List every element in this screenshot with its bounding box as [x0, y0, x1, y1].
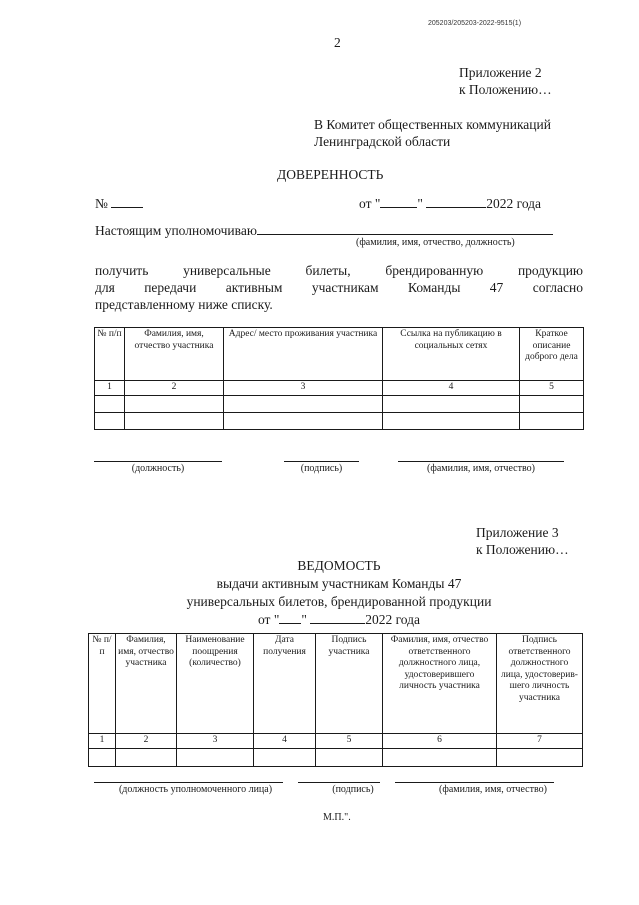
poa-date-row	[359, 194, 541, 212]
recipients-table	[94, 327, 584, 430]
table-cell[interactable]	[254, 748, 316, 766]
statement-date-year: 2022 года	[365, 612, 421, 627]
statement-date-from: от "	[257, 612, 280, 627]
statement-header-cell: Фамилия, имя, отчество ответственного должностного лица, удостоверившего личность участника	[383, 634, 497, 734]
statement-number-cell: 2	[116, 734, 177, 749]
appendix2-line2: к Положению…	[459, 82, 552, 97]
recipients-header-cell: Адрес/ место проживания участника	[224, 328, 383, 381]
statement-number-cell: 3	[177, 734, 254, 749]
signature1-signature-line	[284, 461, 359, 462]
table-cell[interactable]	[224, 412, 383, 429]
table-cell[interactable]	[125, 412, 224, 429]
appendix3-line1: Приложение 3	[476, 525, 559, 540]
recipients-number-cell: 3	[224, 381, 383, 396]
statement-subtitle1: выдачи активным участникам Команды 47	[216, 576, 462, 591]
recipients-header-cell: Ссылка на публикацию в социальных сетях	[383, 328, 520, 381]
statement-date-month-blank	[310, 610, 365, 624]
signature1-position-label: (должность)	[131, 463, 185, 474]
appendix2-line1: Приложение 2	[459, 65, 542, 80]
statement-number-cell: 7	[497, 734, 583, 749]
recipients-number-cell: 4	[383, 381, 520, 396]
statement-number-cell: 5	[316, 734, 383, 749]
recipients-number-cell: 2	[125, 381, 224, 396]
recipients-table-row	[95, 395, 584, 412]
table-cell[interactable]	[177, 748, 254, 766]
statement-date-row	[94, 610, 584, 628]
page-number: 2	[334, 35, 341, 50]
poa-date-mid: "	[417, 196, 423, 211]
recipients-header-cell: Фамилия, имя, отчество участника	[125, 328, 224, 381]
poa-number-row	[95, 194, 143, 212]
recipients-header-cell: Краткое описание доброго дела	[520, 328, 584, 381]
table-cell[interactable]	[497, 748, 583, 766]
statement-header-cell: Подпись ответственного должностного лица, удостоверив-шего личность участника	[497, 634, 583, 734]
statement-header-cell: № п/п	[89, 634, 116, 734]
poa-authorize-hint: (фамилия, имя, отчество, должность)	[356, 237, 515, 248]
poa-authorize-text: Настоящим уполномочиваю	[95, 223, 257, 238]
poa-number-blank	[111, 194, 143, 208]
recipients-table-number-row	[95, 381, 584, 396]
statement-table	[88, 633, 583, 767]
signature1-signature-label: (подпись)	[300, 463, 343, 474]
document-number: 205203/205203-2022-9515(1)	[428, 20, 522, 27]
signature2-signature-line	[298, 782, 380, 783]
poa-date-year: 2022 года	[486, 196, 542, 211]
poa-date-day-blank	[380, 194, 417, 208]
table-cell[interactable]	[125, 395, 224, 412]
table-cell[interactable]	[95, 412, 125, 429]
table-cell[interactable]	[316, 748, 383, 766]
recipients-number-cell: 5	[520, 381, 584, 396]
signature2-signature-label: (подпись)	[332, 784, 374, 795]
statement-number-cell: 1	[89, 734, 116, 749]
signature2-position-line	[94, 782, 283, 783]
signature2-name-line	[395, 782, 554, 783]
statement-date-mid: "	[301, 612, 307, 627]
poa-date-from: от "	[359, 196, 381, 211]
recipients-table-row	[95, 412, 584, 429]
addressee-line2: Ленинградской области	[314, 134, 451, 149]
stamp-placeholder: М.П.".	[323, 812, 351, 823]
table-cell[interactable]	[520, 412, 584, 429]
signature1-name-label: (фамилия, имя, отчество)	[427, 463, 535, 474]
table-cell[interactable]	[116, 748, 177, 766]
statement-table-number-row	[89, 734, 583, 749]
signature2-name-label: (фамилия, имя, отчество)	[439, 784, 547, 795]
poa-number-label: №	[95, 196, 108, 211]
recipients-header-cell: № п/п	[95, 328, 125, 381]
appendix3-line2: к Положению…	[476, 542, 569, 557]
table-cell[interactable]	[383, 748, 497, 766]
statement-table-header-row	[89, 634, 583, 734]
addressee-line1: В Комитет общественных коммуникаций	[314, 117, 551, 132]
table-cell[interactable]	[224, 395, 383, 412]
table-cell[interactable]	[89, 748, 116, 766]
statement-title: ВЕДОМОСТЬ	[297, 558, 381, 573]
recipients-number-cell: 1	[95, 381, 125, 396]
recipients-table-header-row	[95, 328, 584, 381]
poa-body-line3: представленному ниже списку.	[95, 297, 273, 312]
poa-title: ДОВЕРЕННОСТЬ	[277, 167, 384, 182]
statement-date-day-blank	[279, 610, 301, 624]
signature2-position-label: (должность уполномоченного лица)	[118, 784, 273, 795]
signature1-name-line	[398, 461, 564, 462]
table-cell[interactable]	[520, 395, 584, 412]
poa-date-month-blank	[426, 194, 486, 208]
poa-authorize-blank	[257, 221, 553, 235]
statement-header-cell: Подпись участника	[316, 634, 383, 734]
table-cell[interactable]	[95, 395, 125, 412]
statement-header-cell: Фамилия, имя, отчество участника	[116, 634, 177, 734]
poa-body-line2: для передачи активным участникам Команды 47 согласно	[95, 280, 583, 295]
statement-subtitle2: универсальных билетов, брендированной продукции	[186, 594, 492, 609]
table-cell[interactable]	[383, 395, 520, 412]
signature1-position-line	[94, 461, 222, 462]
table-cell[interactable]	[383, 412, 520, 429]
statement-number-cell: 6	[383, 734, 497, 749]
poa-body-line1: получить универсальные билеты, брендированную продукцию	[95, 263, 583, 278]
statement-header-cell: Наименование поощрения (количество)	[177, 634, 254, 734]
statement-table-row	[89, 748, 583, 766]
statement-header-cell: Дата получения	[254, 634, 316, 734]
statement-number-cell: 4	[254, 734, 316, 749]
